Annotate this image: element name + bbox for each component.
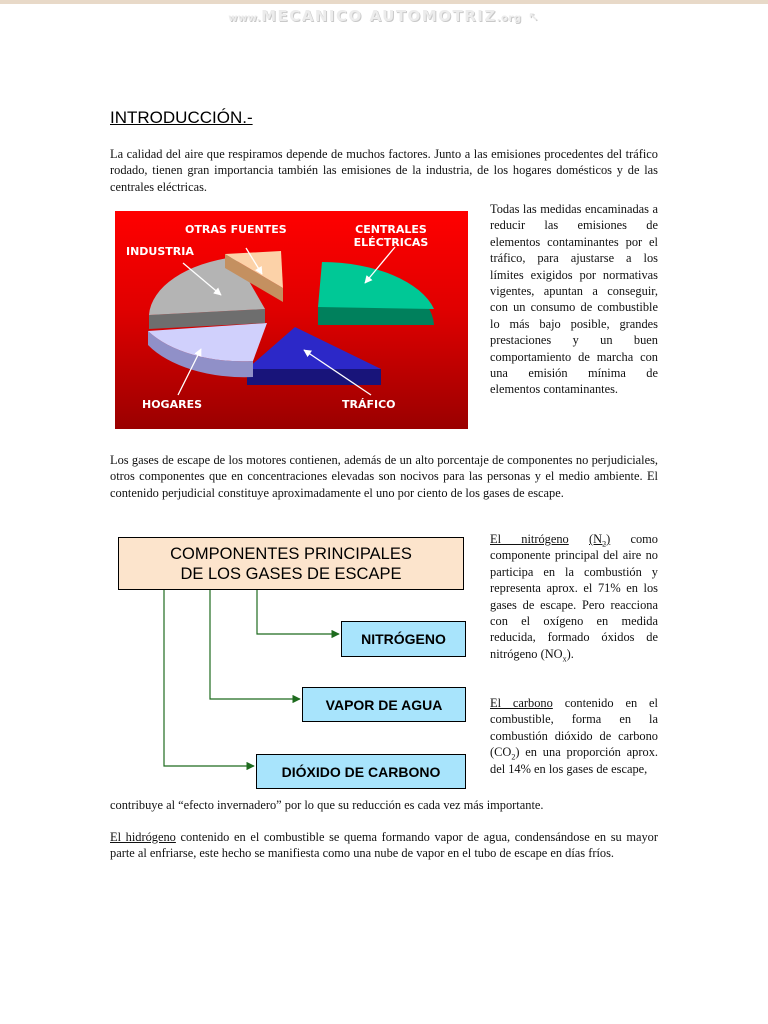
component-nitrogeno: NITRÓGENO: [341, 621, 466, 657]
nitrogen-term: El nitrógeno: [490, 532, 569, 546]
nitrogen-formula-open: (N: [589, 532, 603, 546]
label-trafico: TRÁFICO: [342, 398, 396, 411]
nitrogen-end: ).: [566, 646, 574, 661]
component-dioxido-de-carbono: DIÓXIDO DE CARBONO: [256, 754, 466, 789]
pie-slice-trafico: [247, 327, 381, 369]
components-title-box: [118, 537, 464, 590]
components-title-line1: COMPONENTES PRINCIPALES: [170, 544, 412, 563]
nitrogen-formula: [589, 532, 611, 549]
connector-vapor: [210, 590, 300, 699]
intro-paragraph: La calidad del aire que respiramos depende de muchos factores. Junto a las emisiones procedentes del tráfico rodado, tienen gran importancia también las emisiones de la industria, de los hogares domésticos y de las centrales eléctricas.: [110, 147, 658, 194]
carbon-term: El carbono: [490, 696, 553, 710]
watermark-main: MECANICO AUTOMOTRIZ: [261, 7, 497, 25]
component-vapor-de-agua: VAPOR DE AGUA: [302, 687, 466, 722]
carbon-end: ) en una proporción aprox. del 14% en los gases de escape,: [490, 745, 658, 776]
nox-subscript: x: [562, 654, 567, 664]
connector-nitrogeno: [257, 590, 339, 634]
carbon-text: contenido en el combustible, forma en la combustión dióxido de carbono (CO: [490, 696, 658, 760]
connector-dioxido: [164, 590, 254, 766]
cursor-icon: ↖: [528, 10, 540, 24]
exhaust-gases-paragraph: Los gases de escape de los motores contienen, además de un alto porcentaje de componentes no perjudiciales, otros componentes que en concentraciones elevadas son nocivos para las personas y el medio ambiente. El contenido perjudicial constituye aproximadamente el uno por ciento de los gases de escape.: [110, 453, 658, 500]
nitrogen-formula-close: ): [606, 532, 611, 546]
exhaust-components-diagram: [110, 530, 480, 800]
site-watermark: [0, 4, 768, 28]
components-title-line2: DE LOS GASES DE ESCAPE: [180, 564, 402, 583]
hydrogen-paragraph: [110, 829, 658, 862]
label-hogares: HOGARES: [142, 398, 203, 411]
greenhouse-paragraph: contribuye al “efecto invernadero” por lo que su reducción es cada vez más importante.: [110, 798, 544, 812]
hydrogen-term: El hidrógeno: [110, 830, 176, 844]
measures-paragraph: Todas las medidas encaminadas a reducir las emisiones de elementos contaminantes por el tráfico, para ajustarse a los límites exigidos por normativas vigentes, apuntan a conseguir, con un consumo de combustible lo más bajo posible, grandes prestaciones y un buen comportamiento de marcha con una emisión mínima de elementos contaminantes.: [490, 202, 658, 397]
label-industria: INDUSTRIA: [126, 245, 194, 258]
co2-subscript: 2: [511, 752, 516, 762]
label-centrales-electricas: CENTRALES ELÉCTRICAS: [353, 223, 429, 249]
nitrogen-text: como componente principal del aire no participa en la combustión y representa aprox. el 71% en los gases de escape. Pero reacciona con el oxígeno en medida reducida, formado óxidos de nitrógeno (NO: [490, 532, 658, 661]
watermark-suffix: .org: [496, 13, 522, 24]
hydrogen-text: contenido en el combustible se quema formando vapor de agua, condensándose en su mayor parte al enfriarse, este hecho se manifiesta como una nube de vapor en el tubo de escape en días fríos.: [110, 830, 658, 861]
nitrogen-paragraph: [490, 531, 658, 662]
page-title: INTRODUCCIÓN.-: [110, 108, 253, 127]
pollution-sources-pie-figure: [115, 211, 468, 429]
label-otras-fuentes: OTRAS FUENTES: [185, 223, 287, 236]
watermark-prefix: www.: [228, 13, 262, 24]
pie-slice-trafico-side: [247, 369, 381, 385]
carbon-paragraph: [490, 695, 658, 777]
nitrogen-formula-sub: 2: [602, 539, 607, 549]
